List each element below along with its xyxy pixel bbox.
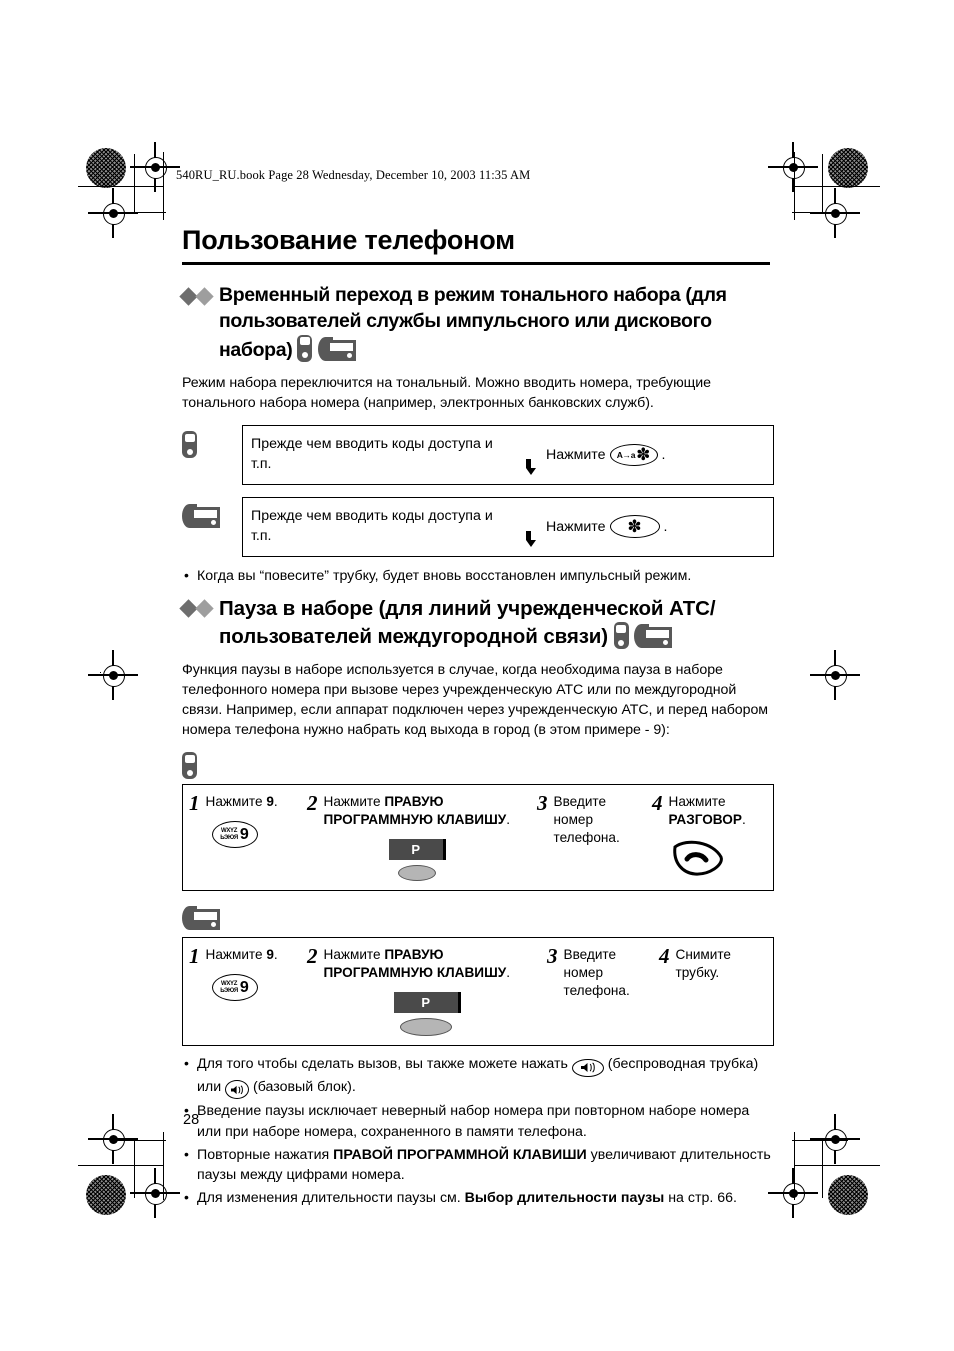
- key-9-letters: [220, 828, 238, 841]
- page-content: [182, 283, 774, 1210]
- step-number: 4: [659, 944, 670, 969]
- step-3: [541, 938, 653, 1045]
- instruction-row-device-base: [182, 497, 242, 528]
- step-text-plain: Нажмите: [323, 947, 385, 963]
- list-item: [182, 1188, 774, 1209]
- step-text-tail: .: [741, 812, 746, 828]
- speakerphone-base-icon[interactable]: [225, 1080, 249, 1099]
- step-2: [301, 785, 531, 890]
- arrow-separator-icon: [506, 518, 546, 536]
- asterisk-key-icon[interactable]: [610, 515, 660, 538]
- asterisk-glyph: ✽: [636, 445, 651, 465]
- page-title: Пользование телефоном: [182, 225, 515, 255]
- condition-text: Прежде чем вводить коды доступа и т.п.: [251, 507, 493, 544]
- note-text-a: Для изменения длительности паузы см.: [197, 1189, 465, 1206]
- step-text-plain: Нажмите: [668, 794, 726, 810]
- step-4: [653, 938, 773, 1045]
- section-1-notes: [182, 566, 774, 587]
- list-item: [182, 1054, 774, 1099]
- note-text-b: (беспроводная трубка) или: [197, 1056, 759, 1095]
- section-2-intro: Функция паузы в наборе используется в случае, когда необходима пауза в наборе телефонного номера при вызове через учрежденческую АТС или по междугородной связи. Например, если аппарат подключен через учрежденческую АТС, и перед набором номера телефона нужно набрать код выхода в город (в этом примере - 9):: [182, 661, 768, 739]
- section-2-notes: [182, 1054, 774, 1208]
- step-2: [301, 938, 541, 1045]
- instruction-row-device-handset: [182, 425, 242, 458]
- note-text-a: Повторные нажатия: [197, 1146, 334, 1163]
- key-9-digit: 9: [239, 978, 249, 996]
- step-text: Введите номер телефона.: [563, 947, 630, 999]
- step-number: 2: [307, 944, 318, 969]
- action-prefix: Нажмите: [546, 446, 606, 463]
- asterisk-glyph: ✽: [627, 516, 642, 536]
- key-9-icon[interactable]: [212, 974, 258, 1001]
- key-9-latin: WXYZ: [220, 828, 238, 835]
- step-3: [531, 785, 646, 890]
- file-header-line: 540RU_RU.book Page 28 Wednesday, December 10, 2003 11:35 AM: [176, 168, 531, 182]
- page-number: 28: [183, 1112, 200, 1128]
- section-2-title-text: Пауза в наборе (для линий учрежденческой АТС/ пользователей междугородной связи): [219, 597, 716, 649]
- step-number: 3: [537, 791, 548, 816]
- step-number: 2: [307, 791, 318, 816]
- key-9-digit: 9: [239, 825, 249, 843]
- step-text-plain: Нажмите: [323, 794, 385, 810]
- instruction-box-handset: [242, 425, 774, 485]
- procedure-box-handset: [182, 784, 774, 891]
- note-text-bold: Выбор длительности паузы: [464, 1189, 665, 1206]
- base-unit-icon: [634, 623, 672, 648]
- handset-icon: [614, 622, 629, 649]
- step-graphic: [394, 992, 466, 1036]
- chapter-header: [182, 225, 772, 265]
- step-text-tail: .: [273, 947, 278, 963]
- section-2-heading: [182, 595, 774, 651]
- condition-text: Прежде чем вводить коды доступа и т.п.: [251, 436, 493, 472]
- list-item: [182, 1145, 774, 1186]
- action-suffix: .: [663, 518, 668, 535]
- base-unit-icon: [318, 336, 356, 361]
- handset-icon: [182, 752, 197, 779]
- list-item: • Когда вы “повесите” трубку, будет вновь восстановлен импульсный режим.: [182, 566, 774, 587]
- step-text-plain: Нажмите: [205, 794, 267, 810]
- handset-icon: [297, 335, 312, 362]
- key-9-icon[interactable]: [212, 821, 258, 848]
- diamond-bullet-icon: [182, 290, 214, 303]
- base-unit-icon: [182, 503, 220, 528]
- handset-icon: [182, 431, 197, 458]
- step-1: [183, 938, 301, 1045]
- note-text-bold: ПРАВОЙ ПРОГРАММНОЙ КЛАВИШИ: [333, 1146, 587, 1163]
- step-text: Снимите трубку.: [675, 947, 731, 981]
- step-graphic: [212, 821, 278, 848]
- step-graphic: [389, 839, 461, 881]
- procedure-device-handset: [182, 752, 774, 782]
- procedure-box-base: [182, 937, 774, 1046]
- list-item: • Введение паузы исключает неверный набор номера при повторном наборе номера или при наборе номера, сохраненного в памяти телефона.: [182, 1101, 774, 1142]
- tone-key-label: A→a: [616, 449, 636, 460]
- step-text-bold: ПРАВУЮ ПРОГРАММНУЮ КЛАВИШУ: [323, 794, 507, 828]
- step-number: 3: [547, 944, 558, 969]
- instruction-row-base: [182, 497, 774, 557]
- key-9-latin: WXYZ: [220, 981, 238, 988]
- speakerphone-handset-icon[interactable]: [572, 1059, 604, 1077]
- section-1-title-text: Временный переход в режим тонального набора (для пользователей службы импульсного или дискового набора): [219, 284, 727, 361]
- diamond-bullet-icon: [182, 602, 214, 615]
- step-text-bold: 9: [266, 794, 274, 810]
- instruction-row-handset: [182, 425, 774, 485]
- soft-key-button-icon[interactable]: [400, 1018, 452, 1036]
- section-2-title: [219, 595, 774, 651]
- key-9-cyrillic: ЬЭЮЯ: [220, 987, 238, 994]
- section-1-intro: Режим набора переключится на тональный. Можно вводить номера, требующие тонального набора номера (например, электронных банковских служб).: [182, 374, 712, 411]
- step-text-bold: ПРАВУЮ ПРОГРАММНУЮ КЛАВИШУ: [323, 947, 507, 981]
- soft-key-p-icon[interactable]: P: [394, 992, 461, 1013]
- step-text-tail: .: [506, 965, 510, 981]
- base-unit-icon: [182, 905, 220, 930]
- step-number: 1: [189, 791, 200, 816]
- step-number: 4: [652, 791, 663, 816]
- step-1: [183, 785, 301, 890]
- note-text-c: (базовый блок).: [249, 1078, 356, 1095]
- procedure-device-base: [182, 905, 774, 935]
- step-text-tail: .: [506, 812, 510, 828]
- step-text-tail: .: [273, 794, 278, 810]
- key-9-cyrillic: ЬЭЮЯ: [220, 834, 238, 841]
- step-4: [646, 785, 773, 890]
- step-number: 1: [189, 944, 200, 969]
- section-1-heading: [182, 283, 774, 364]
- arrow-separator-icon: [506, 446, 546, 464]
- tone-key-icon[interactable]: [610, 444, 658, 466]
- instruction-box-base: [242, 497, 774, 557]
- step-text: [669, 793, 769, 881]
- action-text: [546, 444, 765, 466]
- note-text-b: увеличивают длительность паузы между цифрами номера.: [197, 1146, 771, 1184]
- title-underline: [182, 262, 770, 265]
- step-text: [324, 793, 527, 881]
- step-text: [206, 793, 278, 881]
- section-1-title: [219, 283, 774, 364]
- action-text: [546, 515, 765, 538]
- note-text-a: Для того чтобы сделать вызов, вы также можете нажать: [197, 1056, 572, 1073]
- step-text-bold: РАЗГОВОР: [668, 812, 742, 828]
- action-prefix: Нажмите: [546, 518, 606, 535]
- step-text-bold: 9: [266, 947, 274, 963]
- key-9-letters: [220, 981, 238, 994]
- soft-key-button-icon[interactable]: [398, 865, 436, 881]
- step-text: [206, 946, 278, 1036]
- note-text-b: на стр. 66.: [664, 1189, 737, 1206]
- step-graphic: [212, 974, 278, 1001]
- action-suffix: .: [661, 446, 666, 463]
- step-text: Введите номер телефона.: [553, 794, 620, 846]
- step-text-plain: Нажмите: [205, 947, 267, 963]
- soft-key-p-icon[interactable]: P: [389, 839, 446, 860]
- step-text: [324, 946, 537, 1036]
- talk-key-icon[interactable]: [669, 837, 727, 877]
